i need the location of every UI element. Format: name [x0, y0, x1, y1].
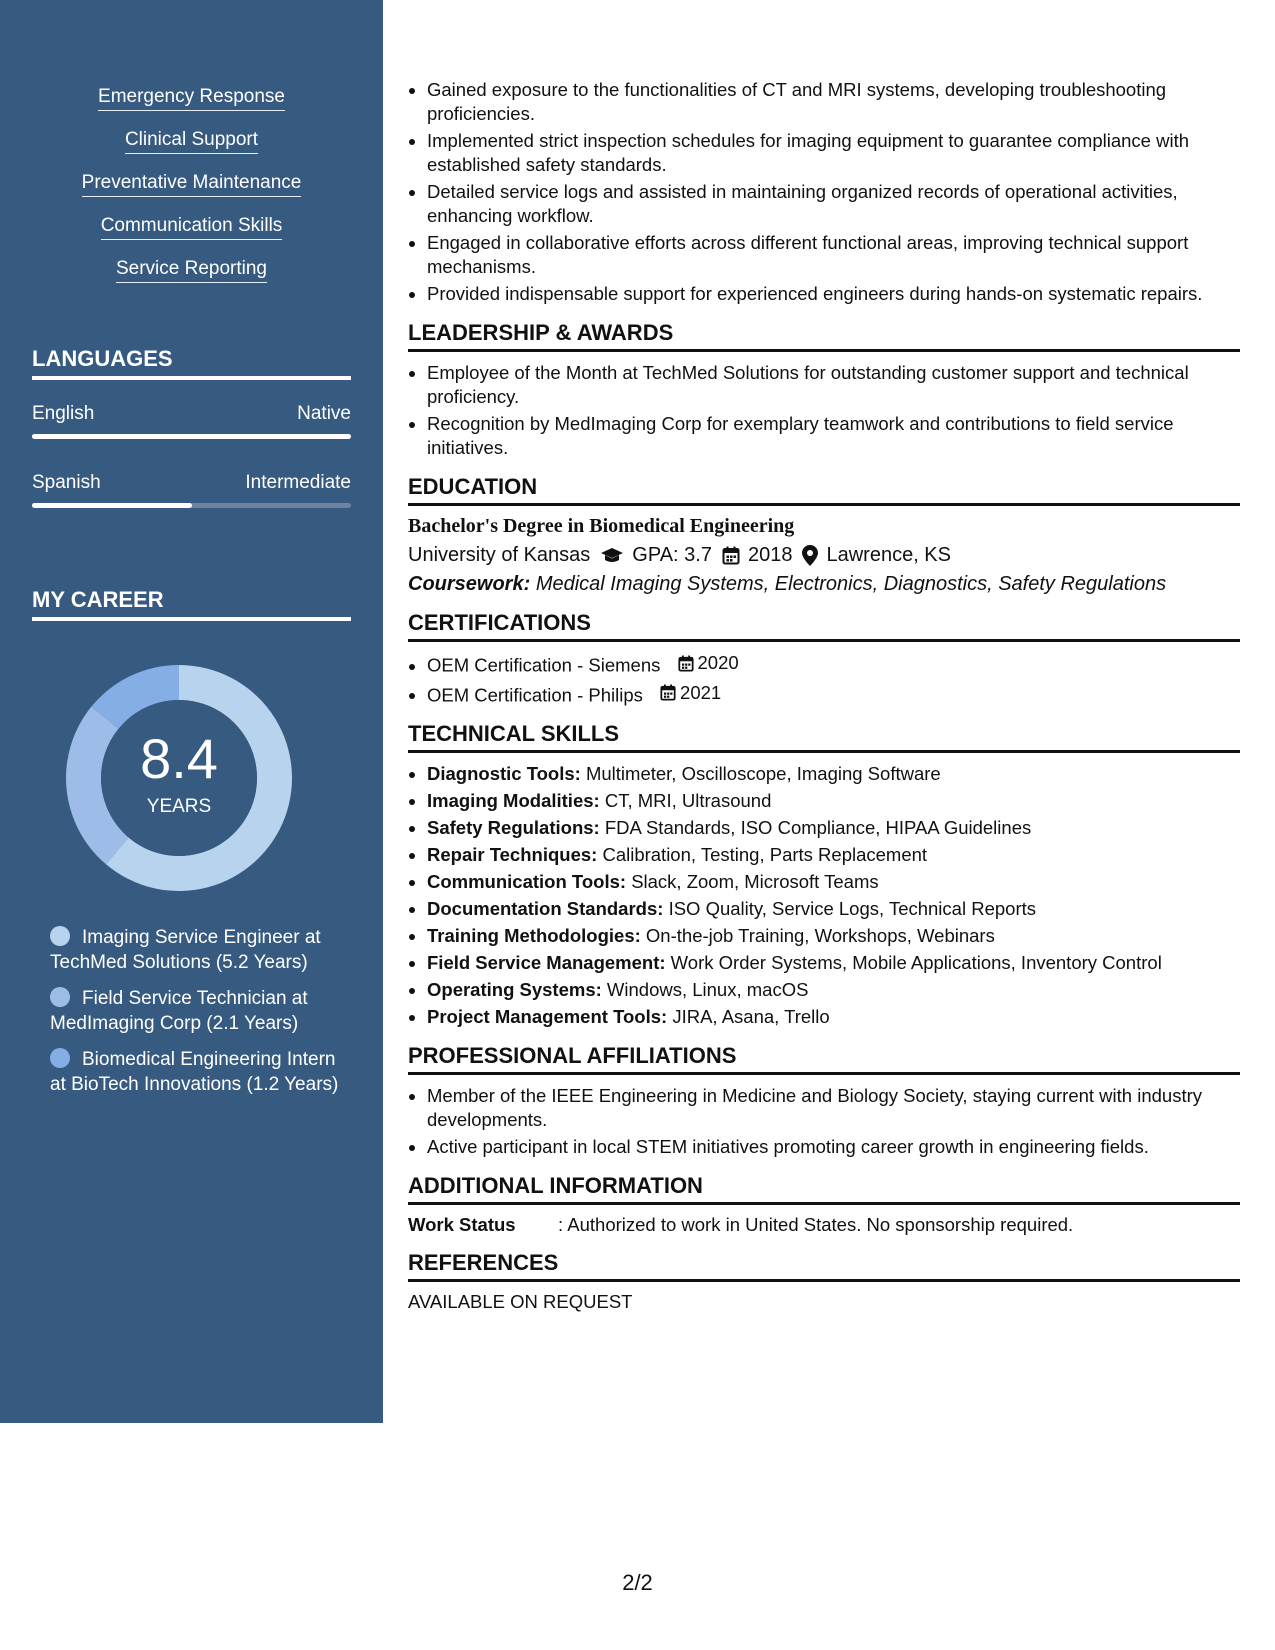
- experience-bullet: • Gained exposure to the functionalities of CT and MRI systems, developing troubleshooting proficiencies.: [427, 78, 1240, 126]
- references-title: REFERENCES: [408, 1250, 1240, 1282]
- legend-dot: [50, 926, 70, 946]
- legend-dot: [50, 987, 70, 1007]
- skill-label: Operating Systems:: [427, 979, 602, 1000]
- leadership-title: LEADERSHIP & AWARDS: [408, 320, 1240, 352]
- skill-label: Field Service Management:: [427, 952, 666, 973]
- work-status-value: : Authorized to work in United States. No sponsorship required.: [558, 1214, 1074, 1235]
- technical-skill-item: [427, 870, 1240, 894]
- language-bar-fill: [32, 503, 192, 508]
- career-item-text: Biomedical Engineering Intern at BioTech Innovations (1.2 Years): [50, 1049, 339, 1095]
- coursework-label: Coursework:: [408, 573, 531, 595]
- experience-bullets: [408, 78, 1240, 306]
- experience-bullet: • Implemented strict inspection schedules for imaging equipment to guarantee compliance with established safety standards.: [427, 129, 1240, 177]
- skill-label: Diagnostic Tools:: [427, 763, 581, 784]
- work-status-label: Work Status: [408, 1214, 516, 1235]
- calendar-icon: [678, 655, 694, 672]
- education-gpa: GPA: 3.7: [632, 544, 712, 566]
- affiliation-item: • Active participant in local STEM initiatives promoting career growth in engineering fields.: [427, 1135, 1240, 1159]
- certification-name: OEM Certification - Philips: [427, 684, 643, 705]
- education-year-wrap: [722, 544, 793, 567]
- career-total-unit: YEARS: [146, 796, 212, 817]
- affiliation-item: • Member of the IEEE Engineering in Medicine and Biology Society, staying current with industry developments.: [427, 1084, 1240, 1132]
- skill-value: Multimeter, Oscilloscope, Imaging Software: [585, 763, 941, 784]
- skill-value: Work Order Systems, Mobile Applications, Inventory Control: [670, 952, 1162, 973]
- certification-date: [660, 681, 721, 705]
- skill-label: Documentation Standards:: [427, 898, 664, 919]
- technical-skill-item: [427, 897, 1240, 921]
- experience-bullet: • Detailed service logs and assisted in maintaining organized records of operational activities, enhancing workflow.: [427, 180, 1240, 228]
- education-location-wrap: [802, 544, 951, 567]
- certifications-list: [408, 651, 1240, 707]
- certifications-title: CERTIFICATIONS: [408, 610, 1240, 642]
- technical-skill-item: [427, 978, 1240, 1002]
- skill-value: CT, MRI, Ultrasound: [604, 790, 772, 811]
- coursework-value: Medical Imaging Systems, Electronics, Diagnostics, Safety Regulations: [535, 573, 1167, 595]
- career-heading: MY CAREER: [32, 587, 351, 621]
- certification-name: OEM Certification - Siemens: [427, 654, 661, 676]
- skill-value: On-the-job Training, Workshops, Webinars: [645, 925, 995, 946]
- career-total-value: 8.4: [140, 727, 218, 790]
- calendar-icon: [660, 684, 676, 701]
- education-degree: Bachelor's Degree in Biomedical Engineering: [408, 515, 795, 537]
- certification-item: [427, 651, 1240, 678]
- education-location: Lawrence, KS: [826, 544, 951, 566]
- technical-skill-item: [427, 924, 1240, 948]
- career-item-text: Imaging Service Engineer at TechMed Solutions (5.2 Years): [50, 927, 321, 973]
- education-gpa-wrap: [600, 544, 712, 567]
- skill-emergency-response: Emergency Response: [98, 86, 285, 111]
- skill-label: Project Management Tools:: [427, 1006, 668, 1027]
- technical-skill-item: [427, 762, 1240, 786]
- skill-preventative-maintenance: Preventative Maintenance: [82, 172, 302, 197]
- skill-label: Imaging Modalities:: [427, 790, 600, 811]
- language-name: Spanish: [32, 472, 101, 493]
- education-title: EDUCATION: [408, 474, 1240, 506]
- certification-year: 2020: [697, 652, 739, 673]
- skill-value: FDA Standards, ISO Compliance, HIPAA Guidelines: [604, 817, 1032, 838]
- skill-value: Calibration, Testing, Parts Replacement: [602, 844, 928, 865]
- languages-heading: LANGUAGES: [32, 346, 351, 380]
- skill-clinical-support: Clinical Support: [125, 129, 258, 154]
- skill-value: ISO Quality, Service Logs, Technical Reports: [668, 898, 1036, 919]
- skill-label: Communication Tools:: [427, 871, 627, 892]
- certification-year: 2021: [680, 681, 722, 703]
- skill-label: Safety Regulations:: [427, 817, 600, 838]
- technical-skill-item: [427, 843, 1240, 867]
- education-details: [408, 544, 1240, 567]
- language-bar-fill: [32, 434, 351, 439]
- sidebar: [0, 0, 383, 1423]
- leadership-item: • Employee of the Month at TechMed Solutions for outstanding customer support and technical proficiency.: [427, 361, 1240, 409]
- technical-skill-item: [427, 816, 1240, 840]
- additional-info-title: ADDITIONAL INFORMATION: [408, 1173, 1240, 1205]
- experience-bullet: • Engaged in collaborative efforts across different functional areas, improving technical support mechanisms.: [427, 231, 1240, 279]
- certification-date: [678, 651, 739, 675]
- affiliations-list: [408, 1084, 1240, 1159]
- language-level: Intermediate: [245, 472, 351, 493]
- skill-label: Repair Techniques:: [427, 844, 598, 865]
- education-coursework: [408, 573, 1240, 596]
- technical-skills-title: TECHNICAL SKILLS: [408, 721, 1240, 753]
- certification-item: [427, 681, 1240, 708]
- career-item-text: Field Service Technician at MedImaging Corp (2.1 Years): [50, 988, 308, 1034]
- education-year: 2018: [747, 544, 793, 566]
- language-row-spanish: [32, 472, 351, 494]
- career-item: [50, 1047, 340, 1097]
- language-level: Native: [297, 403, 351, 424]
- language-bar-spanish: [32, 503, 351, 508]
- skill-service-reporting: Service Reporting: [116, 258, 267, 283]
- page-number: 2/2: [622, 1570, 653, 1595]
- skill-value: Slack, Zoom, Microsoft Teams: [631, 871, 879, 892]
- skill-label: Training Methodologies:: [427, 925, 641, 946]
- main-content: [408, 78, 1240, 1313]
- language-row-english: [32, 403, 351, 425]
- career-list: [50, 925, 340, 1108]
- career-donut-chart: [66, 665, 292, 891]
- education-school: University of Kansas: [408, 544, 591, 566]
- references-text: AVAILABLE ON REQUEST: [408, 1291, 633, 1312]
- graduation-cap-icon: [600, 547, 624, 565]
- skill-communication-skills: Communication Skills: [101, 215, 283, 240]
- language-name: English: [32, 403, 95, 424]
- affiliations-title: PROFESSIONAL AFFILIATIONS: [408, 1043, 1240, 1075]
- skill-links: [0, 86, 383, 301]
- skill-value: Windows, Linux, macOS: [606, 979, 809, 1000]
- calendar-icon: [722, 546, 740, 565]
- career-item: [50, 925, 340, 975]
- leadership-list: [408, 361, 1240, 460]
- career-item: [50, 986, 340, 1036]
- technical-skill-item: [427, 1005, 1240, 1029]
- legend-dot: [50, 1048, 70, 1068]
- map-pin-icon: [802, 545, 818, 566]
- skill-value: JIRA, Asana, Trello: [672, 1006, 830, 1027]
- technical-skill-item: [427, 951, 1240, 975]
- technical-skill-item: [427, 789, 1240, 813]
- technical-skills-list: [408, 762, 1240, 1029]
- language-bar-english: [32, 434, 351, 439]
- experience-bullet: • Provided indispensable support for experienced engineers during hands-on systematic repairs.: [427, 282, 1240, 306]
- work-status-row: [408, 1214, 1240, 1236]
- leadership-item: • Recognition by MedImaging Corp for exemplary teamwork and contributions to field service initiatives.: [427, 412, 1240, 460]
